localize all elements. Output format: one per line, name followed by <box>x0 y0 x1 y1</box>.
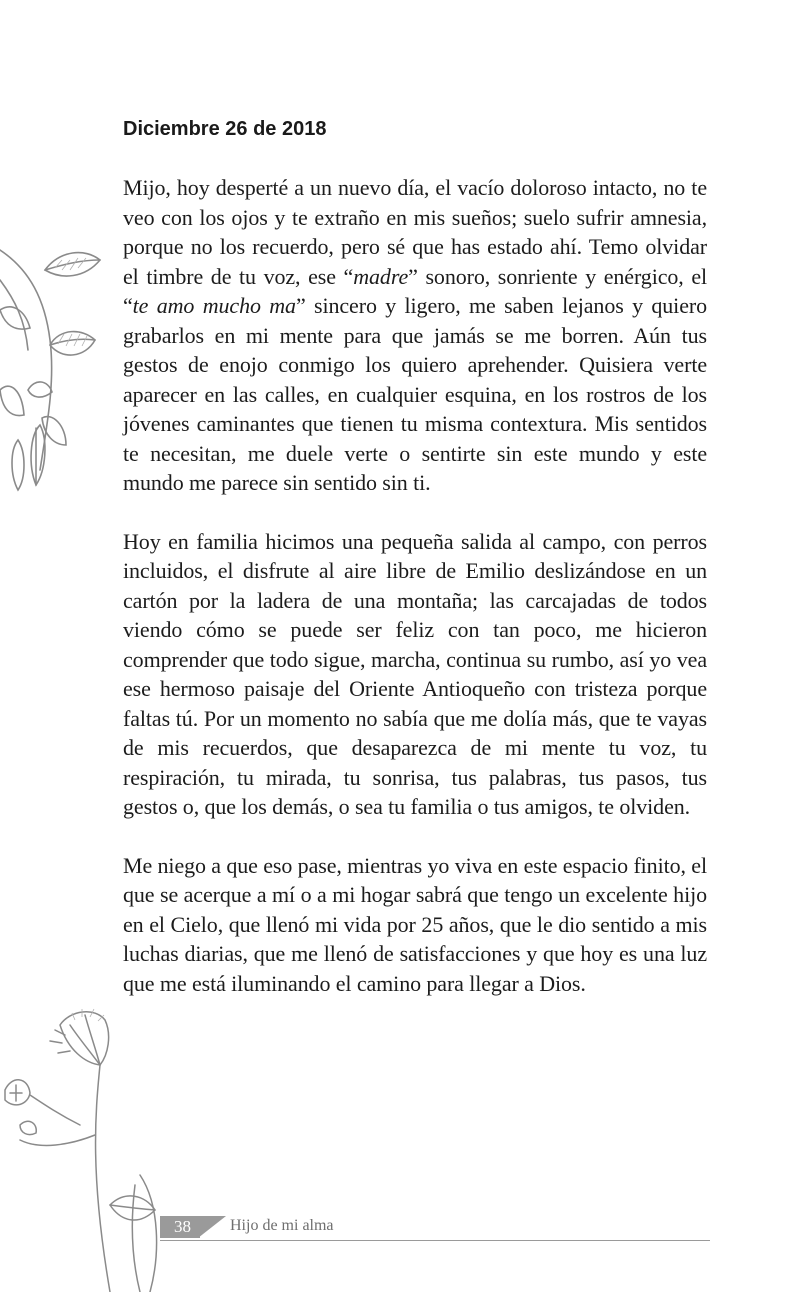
paragraph-1-text-a: Mijo, hoy desperté a un nuevo día, el vacío doloroso intacto, no te veo con los ojos y te extraño en mis sueños; suelo sufrir amnesia, porque no los recuerdo, pero sé que has estado ahí. Temo olvidar el timbre de tu voz, ese “ <box>123 175 707 289</box>
paragraph-1-italic-te-amo: te amo mucho ma <box>132 293 296 318</box>
entry-body <box>123 173 707 1027</box>
page-number-tab-notch <box>198 1216 226 1238</box>
paragraph-1 <box>123 173 707 498</box>
paragraph-2: Hoy en familia hicimos una pequeña salida al campo, con perros incluidos, el disfrute al aire libre de Emilio deslizándose en un cartón por la ladera de una montaña; las carcajadas de todos viendo cómo se puede ser feliz con tan poco, me hicieron comprender que todo sigue, marcha, continua su rumbo, así yo vea ese hermoso paisaje del Oriente Antioqueño con tristeza porque faltas tú. Por un momento no sabía que me dolía más, que te vayas de mis recuerdos, que desaparezca de mi mente tu voz, tu respiración, tu mirada, tu sonrisa, tus palabras, tus pasos, tus gestos o, que los demás, o sea tu familia o tus amigos, te olviden. <box>123 528 707 819</box>
footer-rule <box>160 1240 710 1241</box>
leaf-branch-illustration <box>0 240 110 500</box>
paragraph-1-italic-madre: madre <box>353 263 409 289</box>
paragraph-1-text-c: ” sonoro, sonriente y enérgico, el “ <box>123 263 708 318</box>
page-footer <box>160 1214 710 1244</box>
entry-date-heading: Diciembre 26 de 2018 <box>123 118 327 140</box>
wildflower-illustration <box>0 1005 165 1292</box>
running-book-title: Hijo de mi alma <box>230 1217 334 1234</box>
page-number: 38 <box>174 1217 191 1236</box>
paragraph-1-text-e: ” sincero y ligero, me saben lejanos y quiero grabarlos en mi mente para que jamás se me borren. Aún tus gestos de enojo conmigo los quiero aprehender. Quisiera verte aparecer en las calles, en cualquier esquina, en los rostros de los jóvenes caminantes que tienen tu misma contextura. Mis sentidos te necesitan, me duele verte o sentirte sin este mundo y este mundo me parece sin sentido sin ti. <box>123 293 707 495</box>
paragraph-3: Me niego a que eso pase, mientras yo viva en este espacio finito, el que se acerque a mí o a mi hogar sabrá que tengo un excelente hijo en el Cielo, que llenó mi vida por 25 años, que le dio sentido a mis luchas diarias, que me llenó de satisfacciones y que hoy es una luz que me está iluminando el camino para llegar a Dios. <box>123 852 707 996</box>
